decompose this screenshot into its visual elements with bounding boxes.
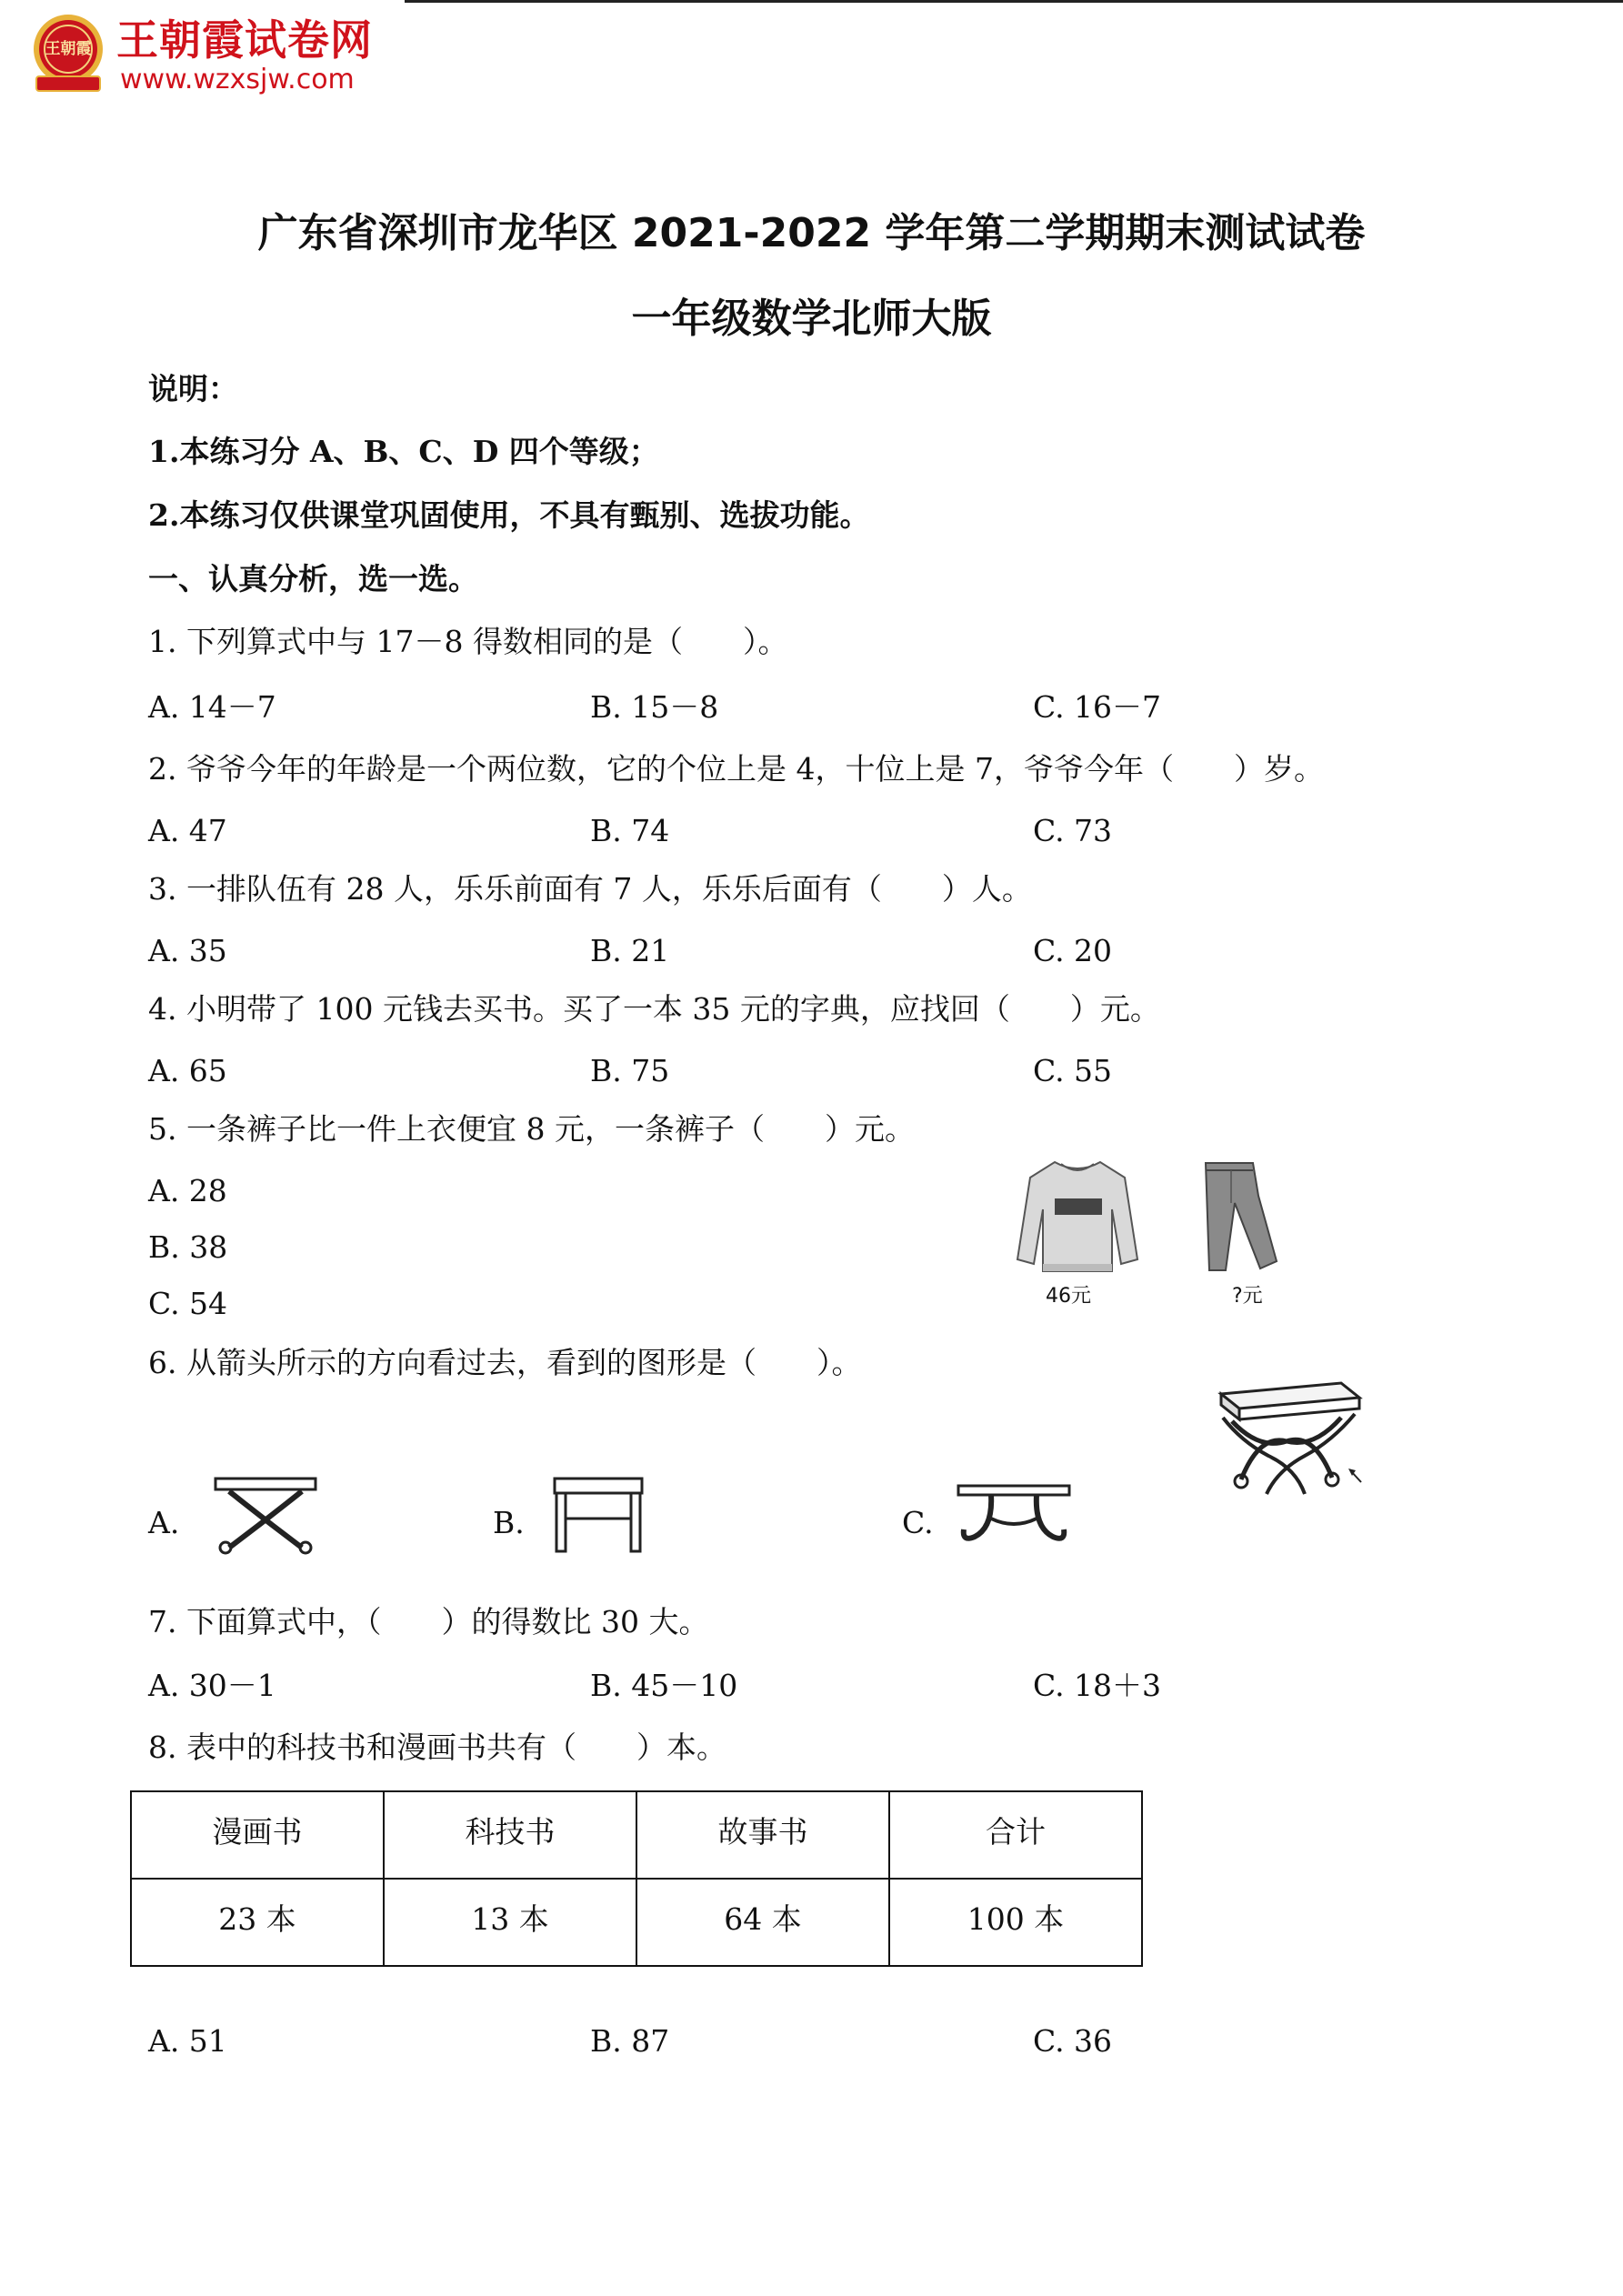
- question-6: 6. 从箭头所示的方向看过去，看到的图形是（ ）。: [148, 1345, 862, 1380]
- note-item: 1.本练习分 A、B、C、D 四个等级；: [148, 434, 659, 469]
- q3-option-c[interactable]: C. 20: [1033, 933, 1113, 968]
- q8-option-b[interactable]: B. 87: [590, 2023, 670, 2059]
- q2-option-b[interactable]: B. 74: [590, 813, 670, 848]
- brand-url[interactable]: www.wzxsjw.com: [120, 64, 355, 95]
- q7-option-c[interactable]: C. 18＋3: [1033, 1668, 1162, 1703]
- question-5: 5. 一条裤子比一件上衣便宜 8 元，一条裤子（ ）元。: [148, 1111, 915, 1147]
- sweater-figure: [1014, 1155, 1141, 1278]
- q3-option-a[interactable]: A. 35: [148, 933, 227, 968]
- logo-text: 王朝霞: [45, 40, 92, 58]
- q6-option-a[interactable]: A.: [148, 1505, 180, 1540]
- book-table: [130, 1790, 1143, 1967]
- question-1: 1. 下列算式中与 17－8 得数相同的是（ ）。: [148, 624, 788, 659]
- q4-option-a[interactable]: A. 65: [148, 1053, 227, 1088]
- table-cell: 23 本: [131, 1879, 384, 1966]
- section-heading: 一、认真分析，选一选。: [148, 561, 478, 597]
- table-row: [131, 1879, 1142, 1966]
- q6-option-b[interactable]: B.: [493, 1505, 525, 1540]
- q3-option-b[interactable]: B. 21: [590, 933, 670, 968]
- question-7: 7. 下面算式中，（ ）的得数比 30 大。: [148, 1604, 709, 1639]
- q1-option-c[interactable]: C. 16－7: [1033, 689, 1162, 725]
- q1-option-b[interactable]: B. 15－8: [590, 689, 719, 725]
- pants-figure: [1198, 1159, 1280, 1273]
- page-subtitle: 一年级数学北师大版: [631, 296, 992, 342]
- table-header-row: [131, 1791, 1142, 1879]
- q6-option-b-figure[interactable]: [553, 1475, 644, 1557]
- table-header-cell: 合计: [889, 1791, 1142, 1879]
- table-cell: 64 本: [636, 1879, 889, 1966]
- question-3: 3. 一排队伍有 28 人，乐乐前面有 7 人，乐乐后面有（ ）人。: [148, 871, 1032, 907]
- stool-figure: [1205, 1378, 1378, 1505]
- q8-option-a[interactable]: A. 51: [148, 2023, 227, 2059]
- q4-option-c[interactable]: C. 55: [1033, 1053, 1113, 1088]
- table-cell: 13 本: [384, 1879, 636, 1966]
- page-title: 广东省深圳市龙华区 2021-2022 学年第二学期期末测试试卷: [257, 210, 1366, 256]
- q7-option-b[interactable]: B. 45－10: [590, 1668, 738, 1703]
- q2-option-c[interactable]: C. 73: [1033, 813, 1113, 848]
- q5-option-c[interactable]: C. 54: [148, 1286, 228, 1321]
- table-header-cell: 漫画书: [131, 1791, 384, 1879]
- question-8: 8. 表中的科技书和漫画书共有（ ）本。: [148, 1730, 726, 1765]
- notes-label: 说明：: [148, 371, 238, 406]
- q8-option-c[interactable]: C. 36: [1033, 2023, 1113, 2059]
- table-header-cell: 科技书: [384, 1791, 636, 1879]
- question-4: 4. 小明带了 100 元钱去买书。买了一本 35 元的字典，应找回（ ）元。: [148, 991, 1160, 1027]
- q2-option-a[interactable]: A. 47: [148, 813, 227, 848]
- header-rule: [405, 0, 1623, 3]
- q1-option-a[interactable]: A. 14－7: [148, 689, 276, 725]
- sweater-price: 46元: [1046, 1285, 1091, 1308]
- q7-option-a[interactable]: A. 30－1: [148, 1668, 276, 1703]
- q6-option-a-figure[interactable]: [211, 1475, 320, 1557]
- note-item: 2.本练习仅供课堂巩固使用，不具有甄别、选拔功能。: [148, 497, 870, 533]
- q5-option-a[interactable]: A. 28: [148, 1173, 227, 1208]
- table-cell: 100 本: [889, 1879, 1142, 1966]
- table-header-cell: 故事书: [636, 1791, 889, 1879]
- q5-option-b[interactable]: B. 38: [148, 1229, 228, 1265]
- q6-option-c-figure[interactable]: [955, 1482, 1073, 1555]
- q6-option-c[interactable]: C.: [902, 1505, 934, 1540]
- brand-name: 王朝霞试卷网: [116, 15, 373, 65]
- question-2: 2. 爷爷今年的年龄是一个两位数，它的个位上是 4，十位上是 7，爷爷今年（ ）岁。: [148, 751, 1324, 787]
- pants-price: ?元: [1232, 1285, 1263, 1308]
- q4-option-b[interactable]: B. 75: [590, 1053, 670, 1088]
